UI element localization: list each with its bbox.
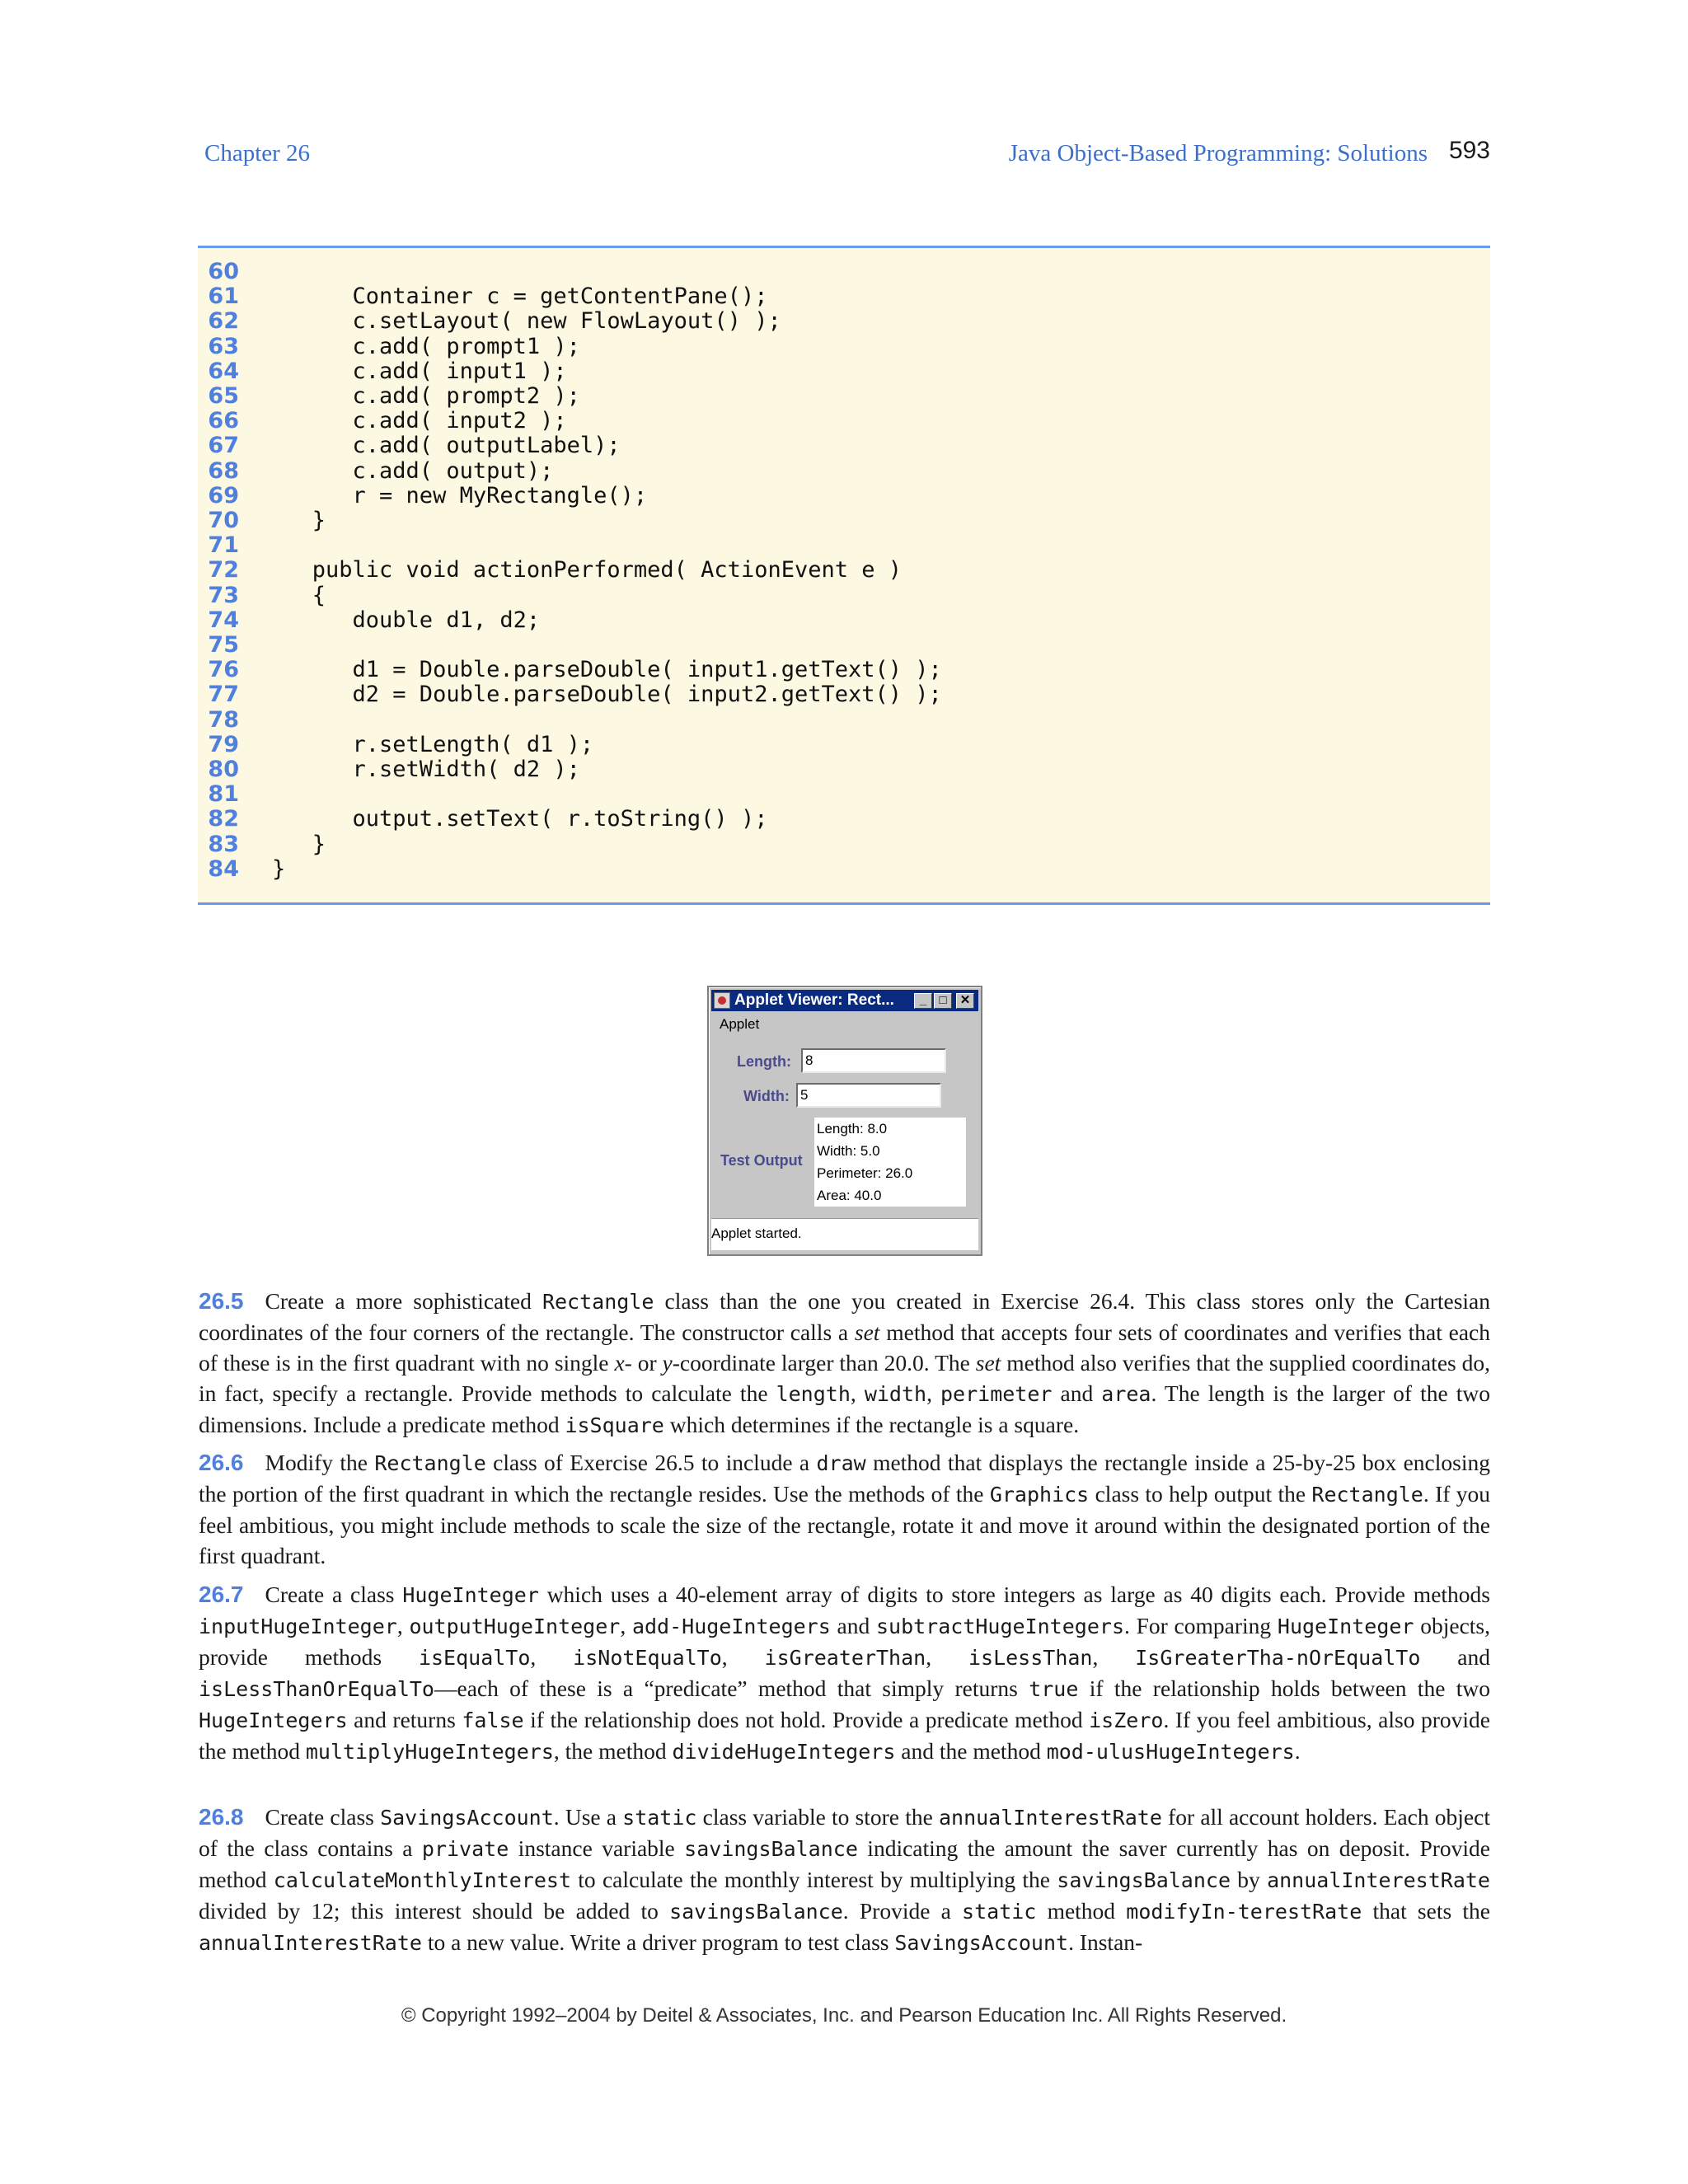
text: Create a class bbox=[265, 1582, 403, 1607]
text: method that displays the rectangle inside a 25-by-25 box enclosing the portion of the first quadrant in which the rectangle resides. Use the methods of the bbox=[199, 1450, 1490, 1507]
text: , bbox=[850, 1380, 865, 1406]
code-term: true bbox=[1029, 1677, 1079, 1701]
text: . bbox=[1294, 1738, 1301, 1764]
code-term: annualInterestRate bbox=[199, 1931, 422, 1955]
test-output-area bbox=[814, 1118, 966, 1207]
code-text: c.add( input2 ); bbox=[272, 408, 567, 434]
code-term: private bbox=[421, 1837, 509, 1861]
text: -coordinate larger than 20.0. The bbox=[672, 1350, 976, 1376]
text: by bbox=[1231, 1867, 1268, 1892]
text: divided by 12; this interest should be added to bbox=[199, 1898, 670, 1924]
code-text: double d1, d2; bbox=[272, 607, 541, 633]
text: . If you feel ambitious, you might include methods to scale the size of the rectangle, rotate it and move it around within the designated portion of the first quadrant. bbox=[199, 1481, 1490, 1568]
line-number: 64 bbox=[208, 358, 239, 384]
line-number: 80 bbox=[208, 757, 239, 782]
code-line bbox=[198, 658, 1490, 682]
code-text: { bbox=[272, 582, 326, 608]
code-term: mod-ulusHugeIntegers bbox=[1046, 1740, 1295, 1764]
text: , bbox=[721, 1644, 765, 1670]
code-line bbox=[198, 708, 1490, 733]
italic-term: x bbox=[614, 1350, 625, 1376]
code-term: modifyIn-terestRate bbox=[1126, 1900, 1362, 1924]
code-term: SavingsAccount bbox=[380, 1806, 554, 1830]
code-line bbox=[198, 533, 1490, 558]
code-line bbox=[198, 459, 1490, 484]
text: class variable to store the bbox=[696, 1804, 939, 1830]
text: that sets the bbox=[1362, 1898, 1490, 1924]
code-text: d2 = Double.parseDouble( input2.getText() ); bbox=[272, 682, 942, 708]
menu-bar bbox=[711, 1014, 975, 1035]
code-line bbox=[198, 832, 1490, 857]
text: method that accepts four sets of coordinates and verifies that each of these is in the first quadrant with no single bbox=[199, 1319, 1490, 1376]
code-term: IsGreaterTha-nOrEqualTo bbox=[1135, 1646, 1421, 1670]
code-term: savingsBalance bbox=[669, 1900, 843, 1924]
text: to calculate the monthly interest by multiplying the bbox=[571, 1867, 1057, 1892]
line-number: 79 bbox=[208, 731, 239, 757]
text: . If you feel ambitious, also provide the method bbox=[199, 1707, 1490, 1764]
length-label: Length: bbox=[737, 1053, 791, 1070]
window-title: Applet Viewer: Rect... bbox=[734, 991, 894, 1009]
menu-applet[interactable]: Applet bbox=[720, 1016, 760, 1032]
text: , the method bbox=[553, 1738, 673, 1764]
italic-term: set bbox=[975, 1350, 1001, 1376]
exercise-number: 26.5 bbox=[199, 1288, 244, 1314]
code-line bbox=[198, 484, 1490, 509]
code-term: savingsBalance bbox=[684, 1837, 858, 1861]
code-text: output.setText( r.toString() ); bbox=[272, 806, 768, 832]
exercise-number: 26.8 bbox=[199, 1804, 244, 1830]
line-number: 73 bbox=[208, 582, 239, 608]
text: - or bbox=[624, 1350, 663, 1376]
code-text: r = new MyRectangle(); bbox=[272, 482, 648, 509]
status-bar bbox=[711, 1218, 978, 1250]
line-number: 75 bbox=[208, 632, 239, 658]
line-number: 84 bbox=[208, 855, 239, 882]
code-term: calculateMonthlyInterest bbox=[273, 1868, 572, 1892]
code-term: Rectangle bbox=[374, 1451, 486, 1475]
line-number: 61 bbox=[208, 284, 239, 310]
line-number: 63 bbox=[208, 333, 239, 359]
code-line bbox=[198, 583, 1490, 608]
code-line bbox=[198, 359, 1490, 384]
line-number: 83 bbox=[208, 831, 239, 857]
text: objects, provide methods bbox=[199, 1613, 1490, 1670]
italic-term: set bbox=[854, 1319, 880, 1345]
text: Create class bbox=[265, 1804, 381, 1830]
line-number: 68 bbox=[208, 457, 239, 484]
output-line: Perimeter: 26.0 bbox=[817, 1165, 913, 1181]
copyright-footer: © Copyright 1992–2004 by Deitel & Associates, Inc. and Pearson Education Inc. All Rights Reserved. bbox=[401, 2004, 1287, 2027]
text: and bbox=[1052, 1380, 1102, 1406]
code-line bbox=[198, 608, 1490, 633]
code-term: annualInterestRate bbox=[938, 1806, 1162, 1830]
code-line bbox=[198, 807, 1490, 832]
running-title: Java Object-Based Programming: Solutions bbox=[1008, 140, 1428, 166]
code-term: subtractHugeIntegers bbox=[875, 1615, 1124, 1638]
text: class to help output the bbox=[1089, 1481, 1312, 1507]
line-number: 62 bbox=[208, 308, 239, 335]
code-term: Rectangle bbox=[542, 1290, 654, 1314]
code-term: perimeter bbox=[940, 1382, 1053, 1406]
line-number: 60 bbox=[208, 259, 239, 284]
code-text: c.add( prompt2 ); bbox=[272, 383, 580, 409]
code-text: c.add( output); bbox=[272, 457, 554, 484]
italic-term: y bbox=[662, 1350, 673, 1376]
code-line bbox=[198, 284, 1490, 309]
code-term: false bbox=[462, 1708, 524, 1732]
text: , bbox=[1092, 1644, 1136, 1670]
text: . Provide a bbox=[842, 1898, 963, 1924]
line-number: 70 bbox=[208, 508, 239, 533]
exercise-26-7 bbox=[199, 1579, 1490, 1767]
code-term: HugeInteger bbox=[402, 1583, 539, 1607]
text: to a new value. Write a driver program to test class bbox=[421, 1929, 895, 1955]
text: method also verifies that the supplied coordinates do, in fact, specify a rectangle. Provide methods to calculate the bbox=[199, 1350, 1491, 1406]
width-input[interactable]: 5 bbox=[796, 1083, 941, 1108]
length-input[interactable]: 8 bbox=[801, 1048, 946, 1073]
code-term: static bbox=[962, 1900, 1037, 1924]
line-number: 81 bbox=[208, 781, 239, 808]
code-line bbox=[198, 757, 1490, 782]
text: and bbox=[830, 1613, 876, 1638]
code-term: Rectangle bbox=[1311, 1483, 1423, 1507]
code-line bbox=[198, 633, 1490, 658]
code-term: isNotEqualTo bbox=[573, 1646, 722, 1670]
code-term: isEqualTo bbox=[418, 1646, 531, 1670]
width-label: Width: bbox=[743, 1088, 790, 1104]
line-number: 67 bbox=[208, 433, 239, 459]
maximize-button[interactable]: □ bbox=[934, 993, 952, 1009]
code-text: } bbox=[272, 855, 286, 882]
code-line bbox=[198, 558, 1490, 583]
text: indicating the amount the saver currently has on deposit. Provide method bbox=[199, 1835, 1491, 1892]
java-cup-icon bbox=[714, 992, 730, 1009]
code-line bbox=[198, 733, 1490, 757]
line-number: 82 bbox=[208, 806, 239, 832]
code-term: savingsBalance bbox=[1057, 1868, 1231, 1892]
code-line bbox=[198, 335, 1490, 359]
line-number: 77 bbox=[208, 682, 239, 708]
code-line bbox=[198, 260, 1490, 284]
code-text: c.setLayout( new FlowLayout() ); bbox=[272, 308, 781, 335]
code-term: isLessThan bbox=[968, 1646, 1093, 1670]
code-term: add-HugeIntegers bbox=[631, 1615, 831, 1638]
text: if the relationship holds between the two bbox=[1078, 1675, 1490, 1701]
close-button[interactable]: ✕ bbox=[956, 993, 974, 1009]
code-line bbox=[198, 434, 1490, 458]
code-line bbox=[198, 384, 1490, 409]
text: which uses a 40-element array of digits to store integers as large as 40 digits each. Provide methods bbox=[538, 1582, 1490, 1607]
text: , bbox=[926, 1644, 968, 1670]
output-line: Length: 8.0 bbox=[817, 1121, 888, 1137]
text: . The length is the larger of the two dimensions. Include a predicate method bbox=[199, 1380, 1491, 1437]
text: and returns bbox=[347, 1707, 462, 1732]
minimize-button[interactable]: _ bbox=[914, 993, 932, 1009]
line-number: 76 bbox=[208, 657, 239, 683]
applet-viewer-window bbox=[707, 986, 982, 1256]
text: class than the one you created in Exercise 26.4. This class stores only the Cartesian coordinates of the four corners of the rectangle. The constructor calls a bbox=[199, 1288, 1491, 1345]
text: . Instan- bbox=[1068, 1929, 1143, 1955]
text: , bbox=[620, 1613, 632, 1638]
text: —each of these is a “predicate” method that simply returns bbox=[434, 1675, 1029, 1701]
exercise-number: 26.6 bbox=[199, 1450, 244, 1475]
code-line bbox=[198, 857, 1490, 882]
text: Create a more sophisticated bbox=[265, 1288, 542, 1314]
page-header bbox=[203, 137, 1490, 181]
line-number: 78 bbox=[208, 706, 239, 733]
text: and the method bbox=[895, 1738, 1047, 1764]
code-term: width bbox=[864, 1382, 927, 1406]
text: , bbox=[926, 1380, 940, 1406]
code-term: static bbox=[622, 1806, 697, 1830]
output-line: Area: 40.0 bbox=[817, 1188, 882, 1203]
window-titlebar bbox=[711, 990, 978, 1011]
code-line bbox=[198, 509, 1490, 533]
text: . For comparing bbox=[1124, 1613, 1278, 1638]
test-output-label: Test Output bbox=[720, 1152, 803, 1169]
text: which determines if the rectangle is a square. bbox=[663, 1412, 1080, 1437]
code-text: c.add( outputLabel); bbox=[272, 433, 621, 459]
code-term: draw bbox=[816, 1451, 866, 1475]
line-number: 71 bbox=[208, 532, 239, 559]
code-text: c.add( input1 ); bbox=[272, 358, 567, 384]
exercise-26-5 bbox=[199, 1286, 1490, 1441]
output-line: Width: 5.0 bbox=[817, 1143, 880, 1159]
line-number: 69 bbox=[208, 482, 239, 509]
code-line bbox=[198, 309, 1490, 334]
status-text: Applet started. bbox=[711, 1226, 802, 1241]
text: Modify the bbox=[265, 1450, 375, 1475]
code-line bbox=[198, 682, 1490, 707]
code-text: r.setLength( d1 ); bbox=[272, 731, 594, 757]
code-text: } bbox=[272, 831, 326, 857]
line-number: 74 bbox=[208, 607, 239, 633]
exercise-26-6 bbox=[199, 1447, 1490, 1571]
text: , bbox=[530, 1644, 574, 1670]
code-term: divideHugeIntegers bbox=[672, 1740, 896, 1764]
text: class of Exercise 26.5 to include a bbox=[485, 1450, 817, 1475]
code-term: outputHugeInteger bbox=[409, 1615, 621, 1638]
code-term: HugeIntegers bbox=[199, 1708, 348, 1732]
text: instance variable bbox=[509, 1835, 685, 1861]
line-number: 72 bbox=[208, 557, 239, 583]
code-listing bbox=[198, 246, 1490, 905]
code-term: isLessThanOrEqualTo bbox=[199, 1677, 434, 1701]
exercise-26-8 bbox=[199, 1802, 1490, 1958]
code-term: isSquare bbox=[565, 1413, 664, 1437]
line-number: 66 bbox=[208, 408, 239, 434]
code-term: area bbox=[1101, 1382, 1151, 1406]
exercise-number: 26.7 bbox=[199, 1582, 244, 1607]
code-term: HugeInteger bbox=[1277, 1615, 1414, 1638]
text: . Use a bbox=[553, 1804, 623, 1830]
code-line bbox=[198, 409, 1490, 434]
text: , bbox=[396, 1613, 410, 1638]
code-text: public void actionPerformed( ActionEvent e ) bbox=[272, 557, 903, 583]
code-term: multiplyHugeIntegers bbox=[305, 1740, 554, 1764]
text: if the relationship does not hold. Provide a predicate method bbox=[523, 1707, 1090, 1732]
chapter-label: Chapter 26 bbox=[204, 140, 311, 166]
code-term: Graphics bbox=[989, 1483, 1090, 1507]
code-line bbox=[198, 782, 1490, 807]
text: and bbox=[1420, 1644, 1491, 1670]
code-text: d1 = Double.parseDouble( input1.getText() ); bbox=[272, 657, 942, 683]
code-term: inputHugeInteger bbox=[199, 1615, 397, 1638]
code-term: annualInterestRate bbox=[1267, 1868, 1490, 1892]
code-text: } bbox=[272, 508, 326, 533]
code-text: r.setWidth( d2 ); bbox=[272, 757, 580, 782]
text: for all account holders. Each object of the class contains a bbox=[199, 1804, 1490, 1861]
line-number: 65 bbox=[208, 383, 239, 409]
code-term: isGreaterThan bbox=[764, 1646, 926, 1670]
code-term: SavingsAccount bbox=[894, 1931, 1069, 1955]
text: method bbox=[1036, 1898, 1127, 1924]
code-term: length bbox=[776, 1382, 851, 1406]
code-text: c.add( prompt1 ); bbox=[272, 333, 580, 359]
code-text: Container c = getContentPane(); bbox=[272, 284, 768, 310]
page-number: 593 bbox=[1448, 137, 1490, 164]
code-term: isZero bbox=[1089, 1708, 1164, 1732]
